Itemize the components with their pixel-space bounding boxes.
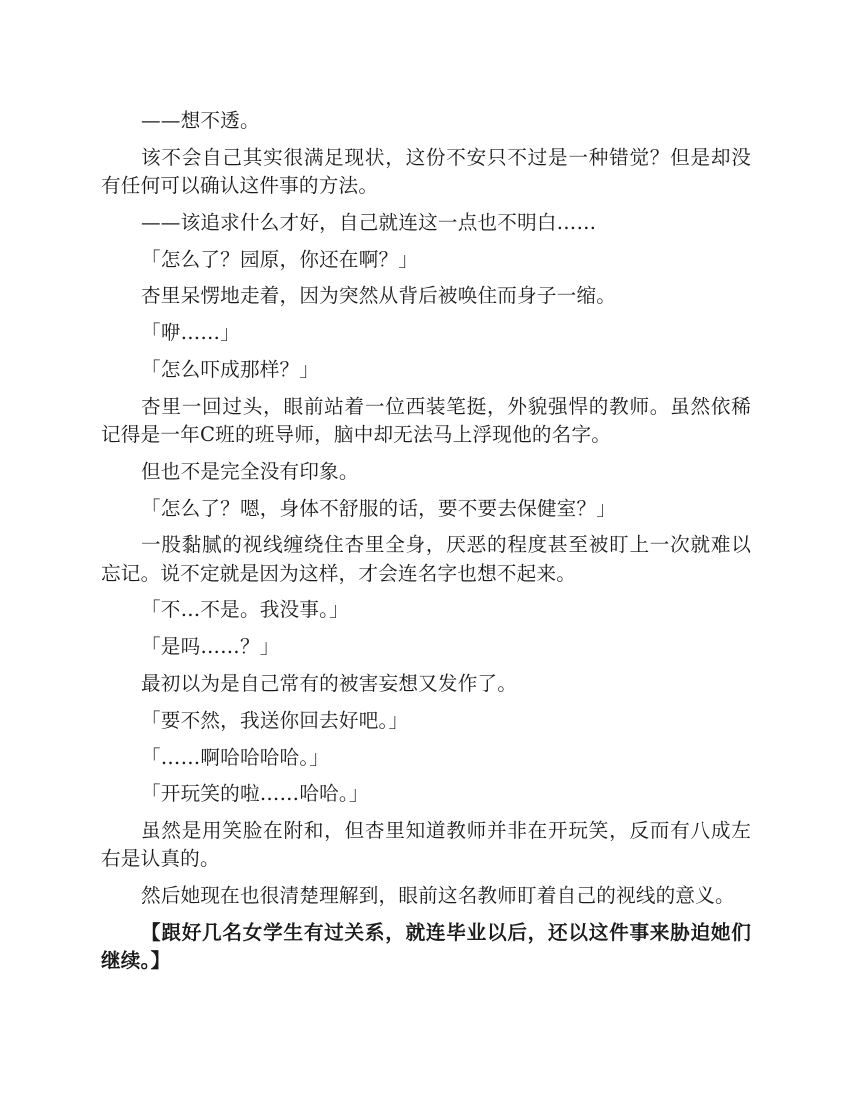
paragraph-9: 但也不是完全没有印象。 xyxy=(141,459,359,483)
paragraph-3: ——该追求什么才好，自己就连这一点也不明白…… xyxy=(141,210,597,234)
paragraph-17: 「开玩笑的啦……哈哈。」 xyxy=(141,782,369,806)
paragraph-5: 杏里呆愣地走着，因为突然从背后被唤住而身子一缩。 xyxy=(141,284,617,308)
paragraph-10: 「怎么了？嗯，身体不舒服的话，要不要去保健室？」 xyxy=(141,496,617,520)
document-page xyxy=(101,107,751,984)
paragraph-7: 「怎么吓成那样？」 xyxy=(141,357,320,381)
paragraph-15: 「要不然，我送你回去好吧。」 xyxy=(141,708,409,732)
paragraph-13: 「是吗……？」 xyxy=(141,635,280,659)
paragraph-6: 「咿……」 xyxy=(141,321,240,345)
paragraph-18: 虽然是用笑脸在附和，但杏里知道教师并非在开玩笑，反而有八成左右是认真的。 xyxy=(101,819,751,871)
paragraph-2: 该不会自己其实很满足现状，这份不安只不过是一种错觉？但是却没有任何可以确认这件事的方法。 xyxy=(101,145,751,197)
paragraph-12: 「不…不是。我没事。」 xyxy=(141,598,349,622)
paragraph-4: 「怎么了？园原，你还在啊？」 xyxy=(141,247,419,271)
paragraph-20: 【跟好几名女学生有过关系，就连毕业以后，还以这件事来胁迫她们继续。】 xyxy=(101,920,751,973)
paragraph-14: 最初以为是自己常有的被害妄想又发作了。 xyxy=(141,671,518,695)
paragraph-8: 杏里一回过头，眼前站着一位西装笔挺，外貌强悍的教师。虽然依稀记得是一年C班的班导师，脑中却无法马上浮现他的名字。 xyxy=(101,394,751,446)
paragraph-16: 「……啊哈哈哈哈。」 xyxy=(141,745,330,769)
paragraph-11: 一股黏腻的视线缠绕住杏里全身，厌恶的程度甚至被盯上一次就难以忘记。说不定就是因为这样，才会连名字也想不起来。 xyxy=(101,533,751,585)
paragraph-19: 然后她现在也很清楚理解到，眼前这名教师盯着自己的视线的意义。 xyxy=(141,884,735,908)
paragraph-1: ——想不透。 xyxy=(141,109,260,132)
